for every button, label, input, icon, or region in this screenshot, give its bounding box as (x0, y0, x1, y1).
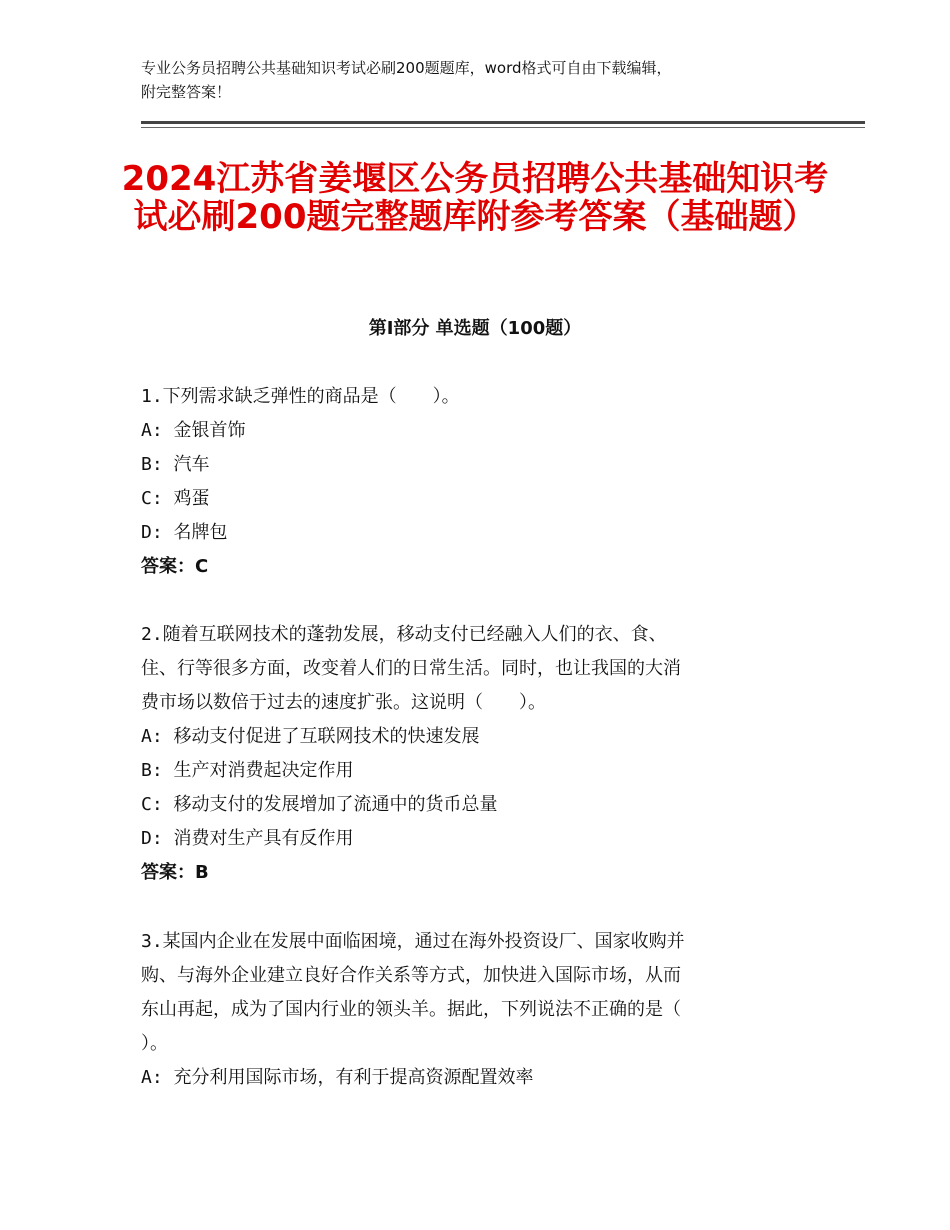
section-title: 第I部分 单选题（100题） (368, 318, 582, 339)
question-stem: 3.某国内企业在发展中面临困境，通过在海外投资设厂、国家收购并 购、与海外企业建立良好合作关系等方式，加快进入国际市场，从而 东山再起，成为了国内行业的领头羊。据此，下列说法不正确的是（ ）。 (141, 931, 685, 1054)
option-b: B: 汽车 (141, 454, 210, 475)
document-title: 2024江苏省姜堰区公务员招聘公共基础知识考试必刷200题完整题库附参考答案（基础题） (121, 159, 829, 237)
option-b: B: 生产对消费起决定作用 (141, 760, 354, 781)
question-3 (141, 925, 806, 1095)
header-note: 专业公务员招聘公共基础知识考试必刷200题题库，word格式可自由下载编辑， 附完整答案！ (141, 59, 672, 101)
question-1 (141, 380, 806, 584)
header-divider-thin (141, 127, 865, 128)
question-stem: 2.随着互联网技术的蓬勃发展，移动支付已经融入人们的衣、食、 住、行等很多方面，改变着人们的日常生活。同时，也让我国的大消 费市场以数倍于过去的速度扩张。这说明（ ）。 (141, 624, 681, 713)
answer: 答案：C (141, 556, 209, 577)
option-a: A: 金银首饰 (141, 420, 246, 441)
option-a: A: 移动支付促进了互联网技术的快速发展 (141, 726, 480, 747)
question-stem: 1.下列需求缺乏弹性的商品是（ ）。 (141, 386, 460, 407)
header-divider-thick (141, 121, 865, 124)
option-c: C: 鸡蛋 (141, 488, 210, 509)
answer: 答案：B (141, 862, 209, 883)
option-c: C: 移动支付的发展增加了流通中的货币总量 (141, 794, 498, 815)
option-d: D: 名牌包 (141, 522, 228, 543)
option-d: D: 消费对生产具有反作用 (141, 828, 354, 849)
question-2 (141, 618, 806, 890)
option-a: A: 充分利用国际市场，有利于提高资源配置效率 (141, 1067, 534, 1088)
